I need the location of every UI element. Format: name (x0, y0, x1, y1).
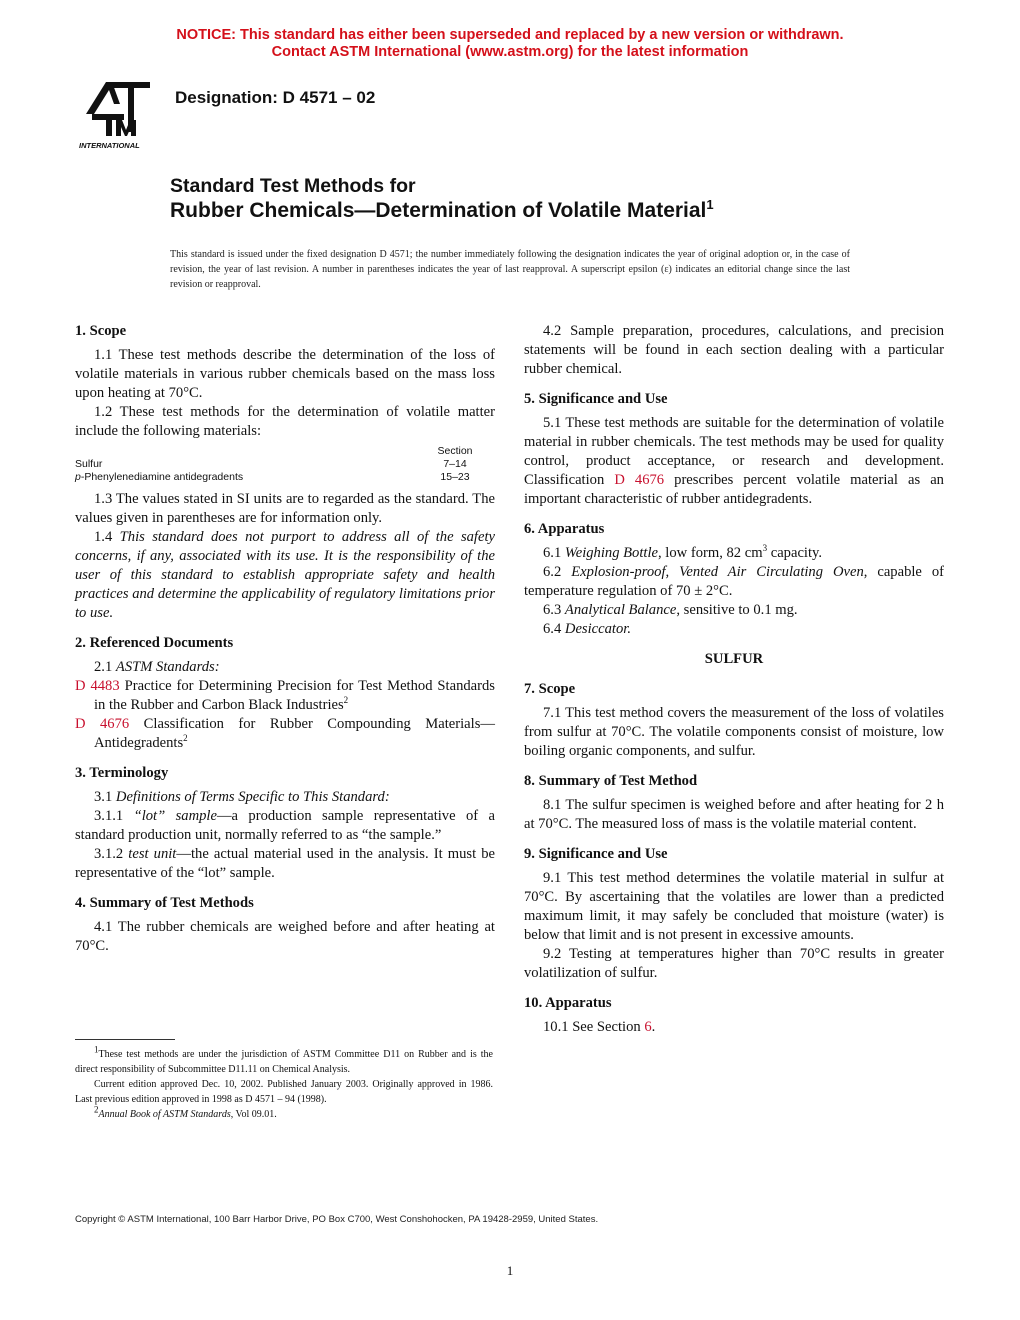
para-4-2: 4.2 Sample preparation, procedures, calculations, and precision statements will be found in each section dealing with a particular rubber chemical. (524, 323, 944, 377)
notice-line-1: NOTICE: This standard has either been superseded and replaced by a new version or withdrawn. (176, 27, 844, 43)
issue-note: This standard is issued under the fixed designation D 4571; the number immediately following the designation indicates the year of original adoption or, in the case of revision, the year of last revision. A number in parentheses indicates the year of last reapproval. A superscript epsilon (ε) indicates an editorial change since the last revision or reapproval. (170, 249, 850, 290)
right-column (524, 322, 944, 1037)
section-2-heading: 2. Referenced Documents (75, 635, 234, 651)
footnote-2: $^2$Annual Book of ASTM Standards, Vol 09.01. (94, 1104, 277, 1120)
title-text: Rubber Chemicals—Determination of Volatile Material (170, 199, 707, 222)
para-1-1: 1.1 These test methods describe the determination of the loss of volatile materials in various rubber chemicals based on the mass loss upon heating at 70°C. (75, 347, 495, 401)
title-footnote-ref[interactable]: 1 (706, 197, 714, 212)
para-6-3: 6.3 Analytical Balance, sensitive to 0.1 mg. (543, 602, 798, 618)
para-10-1: 10.1 See Section 6. (543, 1019, 656, 1035)
para-1-2: 1.2 These test methods for the determination of volatile matter include the following materials: (75, 404, 495, 439)
footnote-1-edition: Current edition approved Dec. 10, 2002. Published January 2003. Originally approved in 1986. Last previous edition approved in 1998 as D 4571 – 94 (1998). (75, 1079, 493, 1105)
para-3-1-2: 3.1.2 test unit—the actual material used in the analysis. It must be representative of the “lot” sample. (75, 846, 495, 881)
section-4-heading: 4. Summary of Test Methods (75, 895, 254, 911)
section-1-heading: 1. Scope (75, 323, 127, 339)
table-header-row (75, 445, 495, 458)
material-section: 7–14 (443, 458, 467, 470)
table-row (75, 458, 495, 471)
para-2-1: 2.1 ASTM Standards: (94, 659, 220, 675)
para-6-1: 6.1 Weighing Bottle, low form, 82 $cm^3$ capacity. (543, 543, 823, 561)
title-line-2 (170, 198, 930, 224)
section-5-heading: 5. Significance and Use (524, 391, 668, 407)
section-9-heading: 9. Significance and Use (524, 846, 668, 862)
document-title (170, 174, 930, 224)
material-name: Sulfur (75, 458, 103, 470)
footnotes (75, 1044, 493, 1122)
table-header-section: Section (437, 445, 473, 457)
section-7-heading: 7. Scope (524, 681, 576, 697)
para-8-1: 8.1 The sulfur specimen is weighed before and after heating for 2 h at 70°C. The measured loss of mass is the volatile material content. (524, 797, 944, 832)
copyright: Copyright © ASTM International, 100 Barr Harbor Drive, PO Box C700, West Conshohocken, PA 19428-2959, United States. (75, 1214, 599, 1225)
page-number: 1 (506, 1263, 514, 1278)
para-6-4: 6.4 Desiccator. (543, 621, 631, 637)
link-d4676[interactable]: D 4676 (75, 716, 130, 732)
link-d4676[interactable]: D 4676 (614, 472, 665, 488)
sulfur-heading: SULFUR (704, 651, 764, 667)
link-d4483[interactable]: D 4483 (75, 678, 120, 694)
astm-logo (76, 74, 160, 150)
para-9-1: 9.1 This test method determines the volatile material in sulfur at 70°C. By ascertaining that the volatiles are lower than a predicted maximum limit, it may safely be concluded that moisture (water) is below that limit and is not present in excessive amounts. (524, 870, 944, 943)
para-5-1: 5.1 These test methods are suitable for the determination of volatile material in rubber chemicals. The test methods may be used for quality control, product acceptance, or research and development. Classification D 4676 prescribes percent volatile material as an important characteristic of rubber antidegradents. (524, 415, 944, 507)
material-name: p-Phenylenediamine antidegradents (75, 471, 244, 483)
title-line-1: Standard Test Methods for (170, 175, 416, 197)
section-3-heading: 3. Terminology (75, 765, 169, 781)
link-section-6[interactable]: 6 (644, 1019, 652, 1035)
para-1-4: 1.4 This standard does not purport to address all of the safety concerns, if any, associated with its use. It is the responsibility of the user of this standard to establish appropriate safety and health practices and determine the applicability of regulatory limitations prior to use. (75, 529, 495, 621)
left-column (75, 322, 495, 956)
para-9-2: 9.2 Testing at temperatures higher than 70°C results in greater volatilization of sulfur. (524, 946, 944, 981)
para-6-2: 6.2 Explosion-proof, Vented Air Circulating Oven, capable of temperature regulation of 70 ± 2°C. (524, 564, 944, 599)
logo-subtitle: INTERNATIONAL (79, 141, 140, 150)
reference-d4483: D 4483 Practice for Determining Precision for Test Method Standards in the Rubber and Carbon Black Industries$^2$ (75, 678, 495, 713)
para-3-1-1: 3.1.1 “lot” sample—a production sample representative of a standard production unit, normally referred to as “the sample.” (75, 808, 495, 843)
section-10-heading: 10. Apparatus (524, 995, 612, 1011)
para-4-1: 4.1 The rubber chemicals are weighed before and after heating at 70°C. (75, 919, 495, 954)
section-8-heading: 8. Summary of Test Method (524, 773, 698, 789)
section-6-heading: 6. Apparatus (524, 521, 605, 537)
table-row (75, 471, 495, 484)
footnote-1: $^1$These test methods are under the jurisdiction of ASTM Committee D11 on Rubber and is the direct responsibility of Subcommittee D11.11 on Chemical Analysis. (75, 1044, 493, 1075)
para-1-3: 1.3 The values stated in SI units are to regarded as the standard. The values given in parentheses are for information only. (75, 491, 495, 526)
materials-table (75, 445, 495, 484)
notice-line-2: Contact ASTM International (www.astm.org) for the latest information (271, 44, 749, 60)
reference-d4676: D 4676 Classification for Rubber Compounding Materials—Antidegradents$^2$ (75, 716, 495, 751)
para-7-1: 7.1 This test method covers the measurement of the loss of volatiles from sulfur at 70°C. The volatile components consist of moisture, low boiling organic components, and sulfur. (524, 705, 944, 759)
material-section: 15–23 (440, 471, 470, 483)
supersede-notice (0, 27, 1020, 61)
designation: Designation: D 4571 – 02 (175, 88, 376, 107)
footnote-divider (75, 1039, 175, 1040)
para-3-1: 3.1 Definitions of Terms Specific to This Standard: (94, 789, 390, 805)
